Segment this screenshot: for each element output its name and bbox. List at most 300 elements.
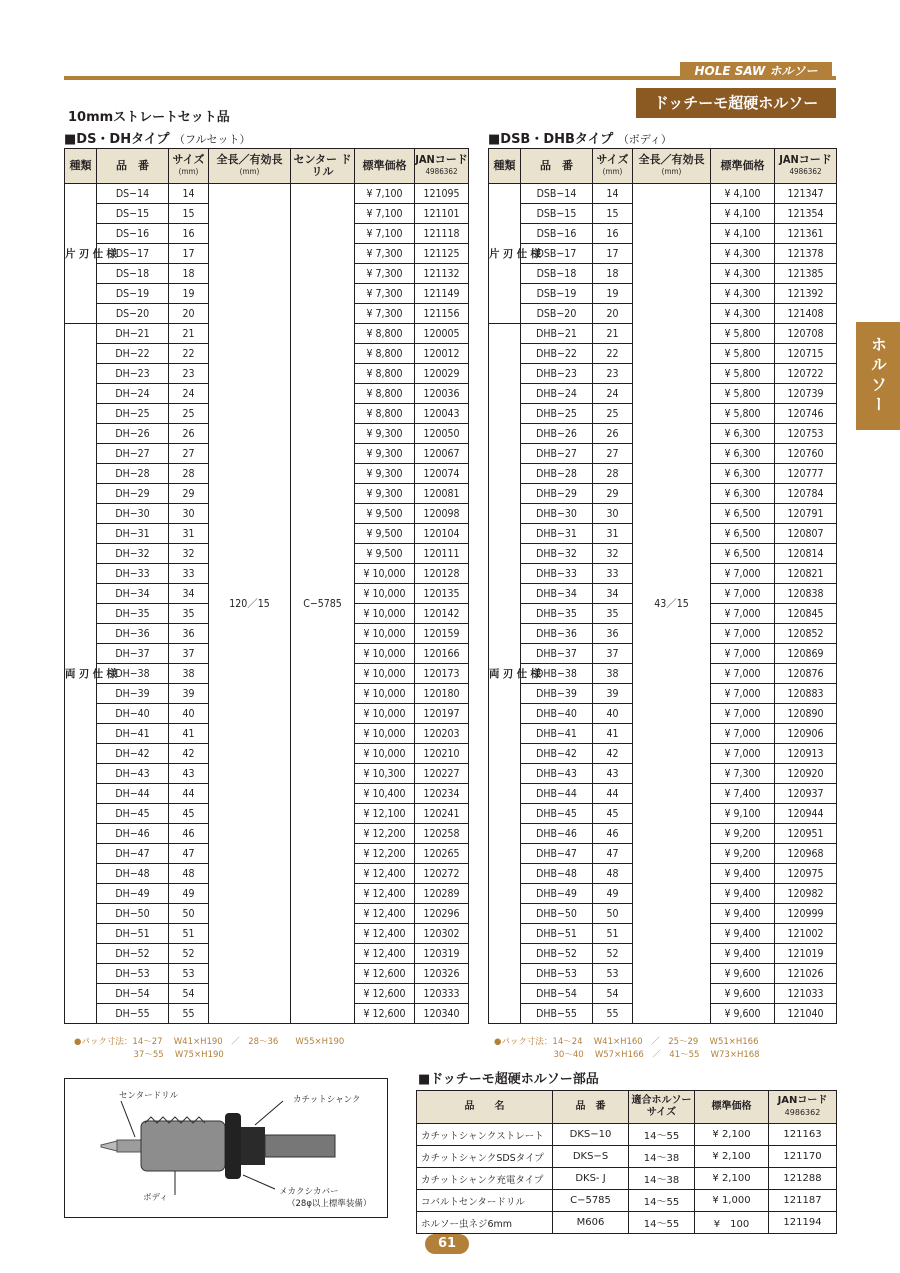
part-number: DH−23 xyxy=(97,364,169,384)
size-cell: 53 xyxy=(169,964,209,984)
size-cell: 52 xyxy=(593,944,633,964)
price-cell: ¥ 7,100 xyxy=(355,204,415,224)
price-cell: ¥ 8,800 xyxy=(355,384,415,404)
price-cell: ¥ 5,800 xyxy=(711,324,775,344)
jan-cell: 120265 xyxy=(415,844,469,864)
left-pack-notes: ●パック寸法：14〜27 W41×H190 ／ 28〜36 W55×H190 37〜55 W75×H190 xyxy=(74,1037,345,1060)
price-cell: ¥ 6,500 xyxy=(711,544,775,564)
jan-cell: 120210 xyxy=(415,744,469,764)
price-cell: ¥ 10,000 xyxy=(355,704,415,724)
jan-cell: 120746 xyxy=(775,404,837,424)
size-cell: 19 xyxy=(593,284,633,304)
price-cell: ¥ 4,300 xyxy=(711,304,775,324)
parts-name: カチットシャンクストレート xyxy=(417,1124,553,1146)
jan-cell: 120302 xyxy=(415,924,469,944)
size-cell: 17 xyxy=(593,244,633,264)
jan-cell: 120876 xyxy=(775,664,837,684)
size-cell: 25 xyxy=(169,404,209,424)
size-cell: 26 xyxy=(593,424,633,444)
part-number: DH−30 xyxy=(97,504,169,524)
parts-fit: 14〜55 xyxy=(629,1124,695,1146)
price-cell: ¥ 9,300 xyxy=(355,444,415,464)
price-cell: ¥ 7,000 xyxy=(711,644,775,664)
size-cell: 27 xyxy=(593,444,633,464)
part-number: DHB−31 xyxy=(521,524,593,544)
header-length: 全長／有効長 (mm) xyxy=(633,149,711,184)
part-number: DHB−23 xyxy=(521,364,593,384)
size-cell: 20 xyxy=(169,304,209,324)
price-cell: ¥ 7,000 xyxy=(711,744,775,764)
jan-cell: 120982 xyxy=(775,884,837,904)
header-size: サイズ (mm) xyxy=(169,149,209,184)
jan-cell: 120821 xyxy=(775,564,837,584)
size-cell: 21 xyxy=(593,324,633,344)
price-cell: ¥ 12,200 xyxy=(355,844,415,864)
callout-body: ボディ xyxy=(143,1193,168,1203)
price-cell: ¥ 7,000 xyxy=(711,624,775,644)
size-cell: 26 xyxy=(169,424,209,444)
size-cell: 34 xyxy=(593,584,633,604)
price-cell: ¥ 12,400 xyxy=(355,864,415,884)
parts-table xyxy=(416,1090,837,1234)
parts-row xyxy=(417,1190,837,1212)
jan-cell: 121385 xyxy=(775,264,837,284)
jan-cell: 121132 xyxy=(415,264,469,284)
part-number: DS−18 xyxy=(97,264,169,284)
part-number: DH−41 xyxy=(97,724,169,744)
part-number: DHB−54 xyxy=(521,984,593,1004)
price-cell: ¥ 7,400 xyxy=(711,784,775,804)
part-number: DHB−48 xyxy=(521,864,593,884)
jan-cell: 121354 xyxy=(775,204,837,224)
parts-jan: 121163 xyxy=(769,1124,837,1146)
jan-cell: 120043 xyxy=(415,404,469,424)
price-cell: ¥ 4,100 xyxy=(711,204,775,224)
callout-center-drill: センタードリル xyxy=(119,1091,179,1101)
parts-fit: 14〜38 xyxy=(629,1146,695,1168)
size-cell: 27 xyxy=(169,444,209,464)
price-cell: ¥ 6,300 xyxy=(711,464,775,484)
part-number: DSB−20 xyxy=(521,304,593,324)
price-cell: ¥ 10,000 xyxy=(355,564,415,584)
price-cell: ¥ 10,000 xyxy=(355,644,415,664)
price-cell: ¥ 7,300 xyxy=(355,304,415,324)
part-number: DS−15 xyxy=(97,204,169,224)
jan-cell: 121378 xyxy=(775,244,837,264)
jan-cell: 120173 xyxy=(415,664,469,684)
parts-header-fit: 適合ホルソー サイズ xyxy=(629,1091,695,1124)
size-cell: 32 xyxy=(593,544,633,564)
price-cell: ¥ 6,300 xyxy=(711,444,775,464)
part-number: DHB−38 xyxy=(521,664,593,684)
part-number: DH−35 xyxy=(97,604,169,624)
price-cell: ¥ 7,300 xyxy=(355,284,415,304)
price-cell: ¥ 5,800 xyxy=(711,364,775,384)
price-cell: ¥ 9,300 xyxy=(355,484,415,504)
size-cell: 44 xyxy=(169,784,209,804)
price-cell: ¥ 12,600 xyxy=(355,1004,415,1024)
jan-cell: 120715 xyxy=(775,344,837,364)
part-number: DHB−32 xyxy=(521,544,593,564)
callout-shank: カチットシャンク xyxy=(293,1095,361,1105)
jan-cell: 121095 xyxy=(415,184,469,204)
parts-price: ¥ 1,000 xyxy=(695,1190,769,1212)
price-cell: ¥ 10,000 xyxy=(355,604,415,624)
part-number: DHB−25 xyxy=(521,404,593,424)
jan-cell: 120968 xyxy=(775,844,837,864)
price-cell: ¥ 7,100 xyxy=(355,184,415,204)
group-single: 片 刃 仕 様 xyxy=(65,184,97,324)
jan-cell: 120326 xyxy=(415,964,469,984)
price-cell: ¥ 4,100 xyxy=(711,184,775,204)
jan-cell: 120975 xyxy=(775,864,837,884)
part-number: DH−40 xyxy=(97,704,169,724)
size-cell: 44 xyxy=(593,784,633,804)
size-cell: 15 xyxy=(593,204,633,224)
callout-cover: メカクシカバー xyxy=(279,1187,339,1197)
price-cell: ¥ 9,500 xyxy=(355,504,415,524)
size-cell: 35 xyxy=(169,604,209,624)
size-cell: 43 xyxy=(593,764,633,784)
size-cell: 46 xyxy=(593,824,633,844)
part-number: DHB−41 xyxy=(521,724,593,744)
part-number: DHB−45 xyxy=(521,804,593,824)
length-value: 43／15 xyxy=(633,184,711,1024)
price-cell: ¥ 6,500 xyxy=(711,524,775,544)
size-cell: 14 xyxy=(169,184,209,204)
size-cell: 48 xyxy=(593,864,633,884)
part-number: DH−22 xyxy=(97,344,169,364)
jan-cell: 120203 xyxy=(415,724,469,744)
part-number: DHB−51 xyxy=(521,924,593,944)
parts-jan: 121187 xyxy=(769,1190,837,1212)
part-number: DHB−44 xyxy=(521,784,593,804)
parts-price: ¥ 2,100 xyxy=(695,1168,769,1190)
price-cell: ¥ 7,000 xyxy=(711,724,775,744)
size-cell: 30 xyxy=(169,504,209,524)
jan-cell: 120234 xyxy=(415,784,469,804)
size-cell: 51 xyxy=(169,924,209,944)
callout-cover-note: （28φ以上標準装備） xyxy=(287,1199,372,1209)
price-cell: ¥ 7,000 xyxy=(711,664,775,684)
parts-fit: 14〜55 xyxy=(629,1190,695,1212)
parts-name: カチットシャンクSDSタイプ xyxy=(417,1146,553,1168)
part-number: DH−39 xyxy=(97,684,169,704)
part-number: DH−28 xyxy=(97,464,169,484)
price-cell: ¥ 4,100 xyxy=(711,224,775,244)
price-cell: ¥ 5,800 xyxy=(711,344,775,364)
size-cell: 39 xyxy=(593,684,633,704)
price-cell: ¥ 7,000 xyxy=(711,584,775,604)
jan-cell: 120159 xyxy=(415,624,469,644)
part-number: DHB−21 xyxy=(521,324,593,344)
part-number: DHB−40 xyxy=(521,704,593,724)
jan-cell: 121033 xyxy=(775,984,837,1004)
header-price: 標準価格 xyxy=(355,149,415,184)
price-cell: ¥ 12,100 xyxy=(355,804,415,824)
jan-cell: 120753 xyxy=(775,424,837,444)
part-number: DSB−14 xyxy=(521,184,593,204)
part-number: DH−34 xyxy=(97,584,169,604)
part-number: DHB−35 xyxy=(521,604,593,624)
parts-name: カチットシャンク充電タイプ xyxy=(417,1168,553,1190)
size-cell: 45 xyxy=(169,804,209,824)
jan-cell: 120791 xyxy=(775,504,837,524)
size-cell: 50 xyxy=(169,904,209,924)
part-number: DH−42 xyxy=(97,744,169,764)
price-cell: ¥ 7,300 xyxy=(355,244,415,264)
part-number: DS−17 xyxy=(97,244,169,264)
side-tab[interactable]: ホルソー xyxy=(856,322,900,430)
size-cell: 55 xyxy=(593,1004,633,1024)
part-number: DH−44 xyxy=(97,784,169,804)
price-cell: ¥ 7,000 xyxy=(711,604,775,624)
part-number: DHB−52 xyxy=(521,944,593,964)
brand-label: HOLE SAW ホルソー xyxy=(680,62,832,80)
jan-cell: 120760 xyxy=(775,444,837,464)
price-cell: ¥ 7,000 xyxy=(711,564,775,584)
part-number: DHB−33 xyxy=(521,564,593,584)
table-row xyxy=(489,184,837,204)
size-cell: 16 xyxy=(593,224,633,244)
parts-number: DKS−10 xyxy=(553,1124,629,1146)
jan-cell: 120180 xyxy=(415,684,469,704)
part-number: DHB−42 xyxy=(521,744,593,764)
price-cell: ¥ 8,800 xyxy=(355,344,415,364)
price-cell: ¥ 10,000 xyxy=(355,624,415,644)
jan-cell: 121347 xyxy=(775,184,837,204)
part-number: DH−51 xyxy=(97,924,169,944)
jan-cell: 120166 xyxy=(415,644,469,664)
part-number: DHB−37 xyxy=(521,644,593,664)
part-number: DH−55 xyxy=(97,1004,169,1024)
jan-cell: 120098 xyxy=(415,504,469,524)
jan-cell: 121026 xyxy=(775,964,837,984)
header-jan: JANコード 4986362 xyxy=(415,149,469,184)
jan-cell: 120241 xyxy=(415,804,469,824)
group-single: 片 刃 仕 様 xyxy=(489,184,521,324)
size-cell: 43 xyxy=(169,764,209,784)
jan-cell: 120135 xyxy=(415,584,469,604)
jan-cell: 120999 xyxy=(775,904,837,924)
jan-cell: 120142 xyxy=(415,604,469,624)
jan-cell: 120920 xyxy=(775,764,837,784)
size-cell: 41 xyxy=(169,724,209,744)
part-number: DHB−27 xyxy=(521,444,593,464)
size-cell: 16 xyxy=(169,224,209,244)
part-number: DS−20 xyxy=(97,304,169,324)
size-cell: 30 xyxy=(593,504,633,524)
size-cell: 51 xyxy=(593,924,633,944)
parts-name: ホルソー虫ネジ6mm xyxy=(417,1212,553,1234)
price-cell: ¥ 9,500 xyxy=(355,544,415,564)
size-cell: 54 xyxy=(593,984,633,1004)
part-number: DH−21 xyxy=(97,324,169,344)
price-cell: ¥ 9,200 xyxy=(711,844,775,864)
price-cell: ¥ 10,300 xyxy=(355,764,415,784)
size-cell: 53 xyxy=(593,964,633,984)
price-cell: ¥ 10,000 xyxy=(355,684,415,704)
header-jan: JANコード 4986362 xyxy=(775,149,837,184)
size-cell: 47 xyxy=(593,844,633,864)
price-cell: ¥ 9,300 xyxy=(355,464,415,484)
jan-cell: 120807 xyxy=(775,524,837,544)
part-number: DH−32 xyxy=(97,544,169,564)
price-cell: ¥ 9,600 xyxy=(711,964,775,984)
jan-cell: 120814 xyxy=(775,544,837,564)
part-number: DHB−43 xyxy=(521,764,593,784)
jan-cell: 121408 xyxy=(775,304,837,324)
group-double: 両 刃 仕 様 xyxy=(65,324,97,1024)
part-number: DSB−16 xyxy=(521,224,593,244)
jan-cell: 120852 xyxy=(775,624,837,644)
price-cell: ¥ 9,400 xyxy=(711,864,775,884)
jan-cell: 120883 xyxy=(775,684,837,704)
price-cell: ¥ 4,300 xyxy=(711,284,775,304)
size-cell: 31 xyxy=(593,524,633,544)
part-number: DH−52 xyxy=(97,944,169,964)
part-number: DH−36 xyxy=(97,624,169,644)
part-number: DHB−36 xyxy=(521,624,593,644)
jan-cell: 120104 xyxy=(415,524,469,544)
parts-number: C−5785 xyxy=(553,1190,629,1212)
price-cell: ¥ 12,600 xyxy=(355,964,415,984)
header-part: 品 番 xyxy=(521,149,593,184)
jan-cell: 120111 xyxy=(415,544,469,564)
size-cell: 47 xyxy=(169,844,209,864)
part-number: DH−27 xyxy=(97,444,169,464)
size-cell: 17 xyxy=(169,244,209,264)
ds-dh-table xyxy=(64,148,469,1024)
part-number: DSB−18 xyxy=(521,264,593,284)
size-cell: 28 xyxy=(169,464,209,484)
jan-cell: 120333 xyxy=(415,984,469,1004)
size-cell: 33 xyxy=(593,564,633,584)
jan-cell: 121125 xyxy=(415,244,469,264)
jan-cell: 120913 xyxy=(775,744,837,764)
size-cell: 49 xyxy=(593,884,633,904)
size-cell: 19 xyxy=(169,284,209,304)
jan-cell: 121156 xyxy=(415,304,469,324)
jan-cell: 120296 xyxy=(415,904,469,924)
size-cell: 34 xyxy=(169,584,209,604)
price-cell: ¥ 9,200 xyxy=(711,824,775,844)
size-cell: 37 xyxy=(593,644,633,664)
parts-price: ¥ 2,100 xyxy=(695,1146,769,1168)
jan-cell: 120005 xyxy=(415,324,469,344)
size-cell: 50 xyxy=(593,904,633,924)
jan-cell: 120951 xyxy=(775,824,837,844)
size-cell: 33 xyxy=(169,564,209,584)
price-cell: ¥ 6,300 xyxy=(711,424,775,444)
size-cell: 48 xyxy=(169,864,209,884)
part-number: DH−25 xyxy=(97,404,169,424)
jan-cell: 120081 xyxy=(415,484,469,504)
price-cell: ¥ 7,100 xyxy=(355,224,415,244)
price-cell: ¥ 9,100 xyxy=(711,804,775,824)
size-cell: 22 xyxy=(593,344,633,364)
header-kind: 種類 xyxy=(489,149,521,184)
price-cell: ¥ 9,400 xyxy=(711,944,775,964)
size-cell: 23 xyxy=(593,364,633,384)
part-number: DSB−15 xyxy=(521,204,593,224)
jan-cell: 121101 xyxy=(415,204,469,224)
size-cell: 36 xyxy=(593,624,633,644)
jan-cell: 120838 xyxy=(775,584,837,604)
part-number: DH−53 xyxy=(97,964,169,984)
jan-cell: 120890 xyxy=(775,704,837,724)
parts-jan: 121194 xyxy=(769,1212,837,1234)
part-number: DH−43 xyxy=(97,764,169,784)
holesaw-illustration xyxy=(64,1078,388,1218)
jan-cell: 120340 xyxy=(415,1004,469,1024)
price-cell: ¥ 6,500 xyxy=(711,504,775,524)
jan-cell: 120319 xyxy=(415,944,469,964)
part-number: DHB−30 xyxy=(521,504,593,524)
size-cell: 42 xyxy=(169,744,209,764)
jan-cell: 120289 xyxy=(415,884,469,904)
part-number: DHB−39 xyxy=(521,684,593,704)
part-number: DHB−26 xyxy=(521,424,593,444)
jan-cell: 120074 xyxy=(415,464,469,484)
part-number: DSB−17 xyxy=(521,244,593,264)
part-number: DH−38 xyxy=(97,664,169,684)
price-cell: ¥ 8,800 xyxy=(355,324,415,344)
price-cell: ¥ 8,800 xyxy=(355,364,415,384)
part-number: DH−54 xyxy=(97,984,169,1004)
jan-cell: 120036 xyxy=(415,384,469,404)
parts-jan: 121288 xyxy=(769,1168,837,1190)
jan-cell: 121002 xyxy=(775,924,837,944)
right-pack-notes: ●パック寸法：14〜24 W41×H160 ／ 25〜29 W51×H166 30〜40 W57×H166 ／ 41〜55 W73×H168 xyxy=(494,1037,760,1060)
price-cell: ¥ 4,300 xyxy=(711,264,775,284)
parts-row xyxy=(417,1168,837,1190)
header-length: 全長／有効長 (mm) xyxy=(209,149,291,184)
part-number: DH−48 xyxy=(97,864,169,884)
part-number: DH−37 xyxy=(97,644,169,664)
jan-cell: 121149 xyxy=(415,284,469,304)
size-cell: 18 xyxy=(169,264,209,284)
price-cell: ¥ 9,600 xyxy=(711,1004,775,1024)
jan-cell: 120128 xyxy=(415,564,469,584)
size-cell: 22 xyxy=(169,344,209,364)
size-cell: 23 xyxy=(169,364,209,384)
size-cell: 45 xyxy=(593,804,633,824)
header-size: サイズ (mm) xyxy=(593,149,633,184)
size-cell: 21 xyxy=(169,324,209,344)
part-number: DH−45 xyxy=(97,804,169,824)
header-kind: 種類 xyxy=(65,149,97,184)
parts-number: DKS- J xyxy=(553,1168,629,1190)
parts-title: ■ドッチーモ超硬ホルソー部品 xyxy=(418,1072,599,1087)
part-number: DH−33 xyxy=(97,564,169,584)
part-number: DHB−50 xyxy=(521,904,593,924)
page-number: 61 xyxy=(425,1234,469,1254)
price-cell: ¥ 9,400 xyxy=(711,924,775,944)
price-cell: ¥ 9,300 xyxy=(355,424,415,444)
price-cell: ¥ 5,800 xyxy=(711,384,775,404)
parts-price: ¥ 100 xyxy=(695,1212,769,1234)
price-cell: ¥ 12,600 xyxy=(355,984,415,1004)
parts-row xyxy=(417,1212,837,1234)
part-number: DHB−49 xyxy=(521,884,593,904)
table-row xyxy=(65,184,469,204)
size-cell: 14 xyxy=(593,184,633,204)
size-cell: 36 xyxy=(169,624,209,644)
part-number: DH−29 xyxy=(97,484,169,504)
header-drill: センター ドリル xyxy=(291,149,355,184)
parts-header-price: 標準価格 xyxy=(695,1091,769,1124)
